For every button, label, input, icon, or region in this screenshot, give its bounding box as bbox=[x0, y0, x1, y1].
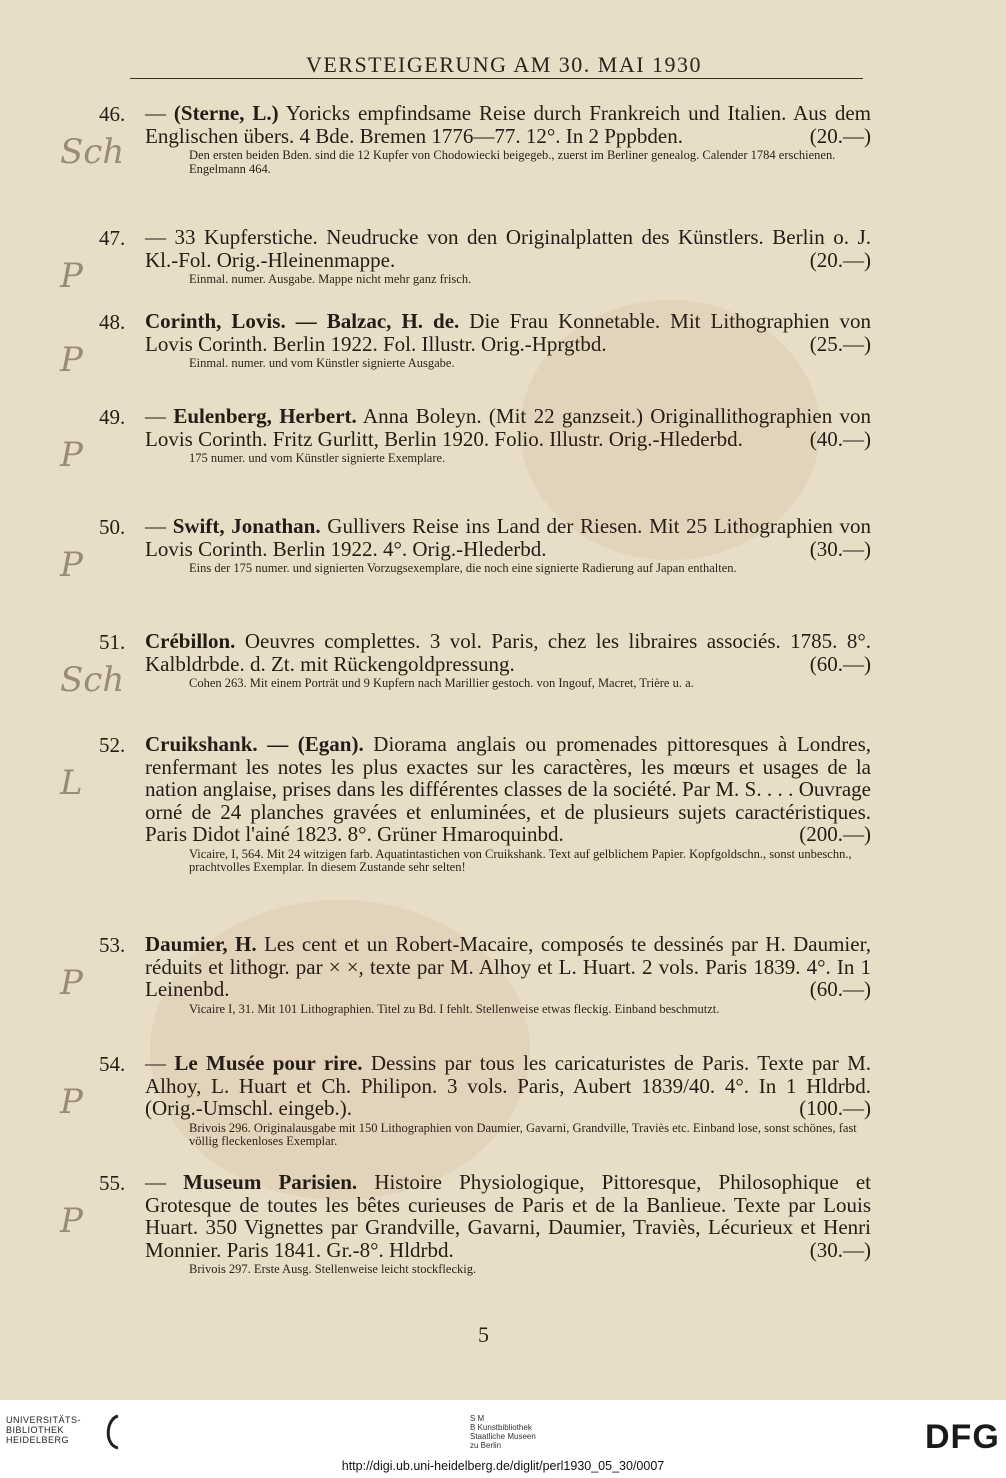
entry-number: 52. bbox=[99, 733, 126, 757]
entry-price: (60.—) bbox=[809, 977, 871, 1002]
entry-description bbox=[145, 405, 871, 450]
handwritten-mark: P bbox=[60, 340, 83, 380]
entry-number: 55. bbox=[99, 1171, 126, 1195]
entry-number: 46. bbox=[99, 102, 126, 126]
entry-title: Dessins par tous les caricaturistes de Paris. Texte par M. Alhoy, L. Huart et Ch. Philipon. 3 vols. Paris, Aubert 1839/40. 4°. In 1 Hldrbd. (Orig.-Umschl. eingeb.). bbox=[145, 1051, 872, 1121]
entry-note: Vicaire I, 31. Mit 101 Lithographien. Titel zu Bd. I fehlt. Stellenweise etwas fleckig. Einband beschmutzt. bbox=[189, 1001, 720, 1016]
entry-title: — 33 Kupferstiche. Neudrucke von den Originalplatten des Künstlers. Berlin o. J. Kl.-Fol. Orig.-Hleinenmappe. bbox=[145, 225, 871, 272]
entry-author: Cruikshank. — (Egan). bbox=[145, 732, 364, 756]
entry-note: Eins der 175 numer. und signierten Vorzugsexemplare, die noch eine signierte Radierung auf Japan enthalten. bbox=[189, 561, 737, 576]
entry-description bbox=[145, 226, 871, 271]
entry-note: Einmal. numer. und vom Künstler signierte Ausgabe. bbox=[189, 356, 455, 371]
entry-number: 50. bbox=[99, 515, 126, 539]
entry-note: 175 numer. und vom Künstler signierte Exemplare. bbox=[189, 451, 446, 466]
entry-note: Den ersten beiden Bden. sind die 12 Kupfer von Chodowiecki beigegeb., zuerst im Berliner genealog. Calender 1784 erschienen. Engelmann 464. bbox=[189, 148, 836, 176]
entry-number: 48. bbox=[99, 310, 126, 334]
entry-author: Le Musée pour rire. bbox=[174, 1051, 363, 1075]
entry-lead: — bbox=[145, 1170, 184, 1194]
entry-author: Corinth, Lovis. — Balzac, H. de. bbox=[145, 309, 460, 333]
entry-description bbox=[145, 630, 871, 675]
catalog-entry bbox=[99, 309, 871, 371]
entry-author: Eulenberg, Herbert. bbox=[173, 404, 357, 428]
catalog-entry bbox=[99, 225, 871, 287]
entry-lead: — bbox=[145, 101, 174, 125]
handwritten-mark: Sch bbox=[60, 132, 125, 172]
running-header: VERSTEIGERUNG AM 30. MAI 1930 bbox=[305, 52, 703, 77]
catalog-entry bbox=[99, 1170, 872, 1277]
entry-title: Yoricks empfindsame Reise durch Frankreich und Italien. Aus dem Englischen übers. 4 Bde. Bremen 1776—77. 12°. In 2 Pppbden. bbox=[145, 101, 871, 148]
catalog-entry bbox=[99, 404, 872, 466]
entry-title: Die Frau Konnetable. Mit Lithographien von Lovis Corinth. Berlin 1922. Fol. Illustr. Orig.-Hprgtbd. bbox=[145, 309, 871, 356]
entry-price: (30.—) bbox=[809, 1237, 871, 1262]
entry-price: (60.—) bbox=[809, 651, 871, 676]
entry-price: (100.—) bbox=[799, 1096, 871, 1121]
entry-description bbox=[145, 102, 871, 147]
entry-note: Einmal. numer. Ausgabe. Mappe nicht mehr ganz frisch. bbox=[189, 272, 472, 287]
catalog-entry bbox=[99, 732, 871, 875]
handwritten-mark: P bbox=[60, 435, 83, 475]
catalog-entry bbox=[99, 932, 871, 1016]
handwritten-mark: P bbox=[60, 963, 83, 1003]
entry-description bbox=[145, 933, 871, 1001]
entry-note: Vicaire, I, 564. Mit 24 witzigen farb. Aquatintastichen von Cruikshank. Text auf gelblichem Papier. Kopfgoldschn., sonst unbeschn., prachtvolles Exemplar. In diesem Zustande sehr selten! bbox=[189, 846, 852, 875]
source-url[interactable]: http://digi.ub.uni-heidelberg.de/diglit/perl1930_05_30/0007 bbox=[341, 1459, 665, 1473]
entry-lead: — bbox=[145, 1051, 175, 1075]
entry-number: 47. bbox=[99, 226, 126, 250]
entry-description bbox=[145, 1052, 871, 1120]
library-name: UNIVERSITÄTS- BIBLIOTHEK HEIDELBERG bbox=[6, 1415, 82, 1445]
handwritten-mark: P bbox=[60, 1082, 83, 1122]
catalog-entry bbox=[99, 101, 871, 176]
handwritten-mark: P bbox=[60, 1201, 83, 1241]
entry-note: Brivois 297. Erste Ausg. Stellenweise leicht stockfleckig. bbox=[189, 1262, 477, 1277]
catalog-entry bbox=[99, 514, 871, 576]
entry-description bbox=[145, 733, 871, 846]
entry-author: Daumier, H. bbox=[145, 932, 257, 956]
entry-title: Les cent et un Robert-Macaire, composés te dessinés par H. Daumier, réduits et lithogr. par × ×, texte par M. Alhoy et L. Huart. 2 vols. Paris 1839. 4°. In 1 Leinenbd. bbox=[145, 932, 871, 1002]
entry-description bbox=[145, 515, 871, 560]
entry-number: 53. bbox=[99, 933, 126, 957]
entry-price: (30.—) bbox=[809, 536, 871, 561]
header-rule bbox=[130, 78, 863, 79]
catalog-entry bbox=[99, 629, 871, 691]
entry-number: 51. bbox=[99, 630, 126, 654]
entry-title: Gullivers Reise ins Land der Riesen. Mit 25 Lithographien von Lovis Corinth. Berlin 1922. 4°. Orig.-Hlederbd. bbox=[145, 514, 871, 561]
entry-price: (20.—) bbox=[809, 123, 871, 148]
catalog-entry bbox=[99, 1051, 872, 1149]
entry-author: (Sterne, L.) bbox=[173, 101, 279, 125]
entry-number: 49. bbox=[99, 405, 126, 429]
entry-price: (200.—) bbox=[799, 822, 871, 847]
dfg-logo: DFG bbox=[925, 1418, 1000, 1456]
entry-note: Brivois 296. Originalausgabe mit 150 Lithographien von Daumier, Gavarni, Grandville, Traviès etc. Einband lose, sonst schönes, fast völlig fleckenloses Exemplar. bbox=[189, 1120, 857, 1149]
entry-title: Anna Boleyn. (Mit 22 ganzseit.) Originallithographien von Lovis Corinth. Fritz Gurlitt, Berlin 1920. Folio. Illustr. Orig.-Hlederbd. bbox=[145, 404, 872, 451]
entry-number: 54. bbox=[99, 1052, 126, 1076]
university-logo-icon bbox=[100, 1413, 122, 1451]
handwritten-mark: Sch bbox=[60, 660, 125, 700]
entry-title: Diorama anglais ou promenades pittoresques à Londres, renfermant les notes les plus exactes sur les caractères, les mœurs et usages de la nation anglaise, prises dans les différentes classes de la société. Par M. S. . . . Ouvrage orné de 24 planches gravées et enluminées, et de plusieurs sujets caractéristiques. Paris Didot l'ainé 1823. 8°. Grüner Hmaroquinbd. bbox=[145, 732, 871, 847]
entry-lead: — bbox=[145, 404, 174, 428]
handwritten-mark: P bbox=[60, 545, 83, 585]
entry-price: (25.—) bbox=[809, 331, 871, 356]
provenance-stamp: S M B Kunstbibliothek Staatliche Museen zu Berlin bbox=[470, 1414, 536, 1450]
entry-author: Swift, Jonathan. bbox=[172, 514, 321, 538]
entry-author: Crébillon. bbox=[145, 629, 236, 653]
entry-price: (40.—) bbox=[809, 426, 871, 451]
entry-author: Museum Parisien. bbox=[183, 1170, 358, 1194]
entry-price: (20.—) bbox=[809, 247, 871, 272]
entry-description bbox=[145, 310, 871, 355]
page-number: 5 bbox=[478, 1322, 489, 1347]
handwritten-mark: P bbox=[60, 256, 83, 296]
entry-description bbox=[145, 1171, 871, 1261]
entry-note: Cohen 263. Mit einem Porträt und 9 Kupfern nach Marillier gestoch. von Ingouf, Macret, Trière u. a. bbox=[189, 676, 694, 691]
entry-lead: — bbox=[145, 514, 173, 538]
handwritten-mark: L bbox=[60, 763, 83, 803]
entry-title: Histoire Physiologique, Pittoresque, Philosophique et Grotesque de toutes les bêtes curieuses de Paris et de la Banlieue. Texte par Louis Huart. 350 Vignettes par Grandville, Gavarni, Daumier, Traviès, Lécurieux et Henri Monnier. Paris 1841. Gr.-8°. Hldrbd. bbox=[145, 1170, 872, 1262]
entry-title: Oeuvres complettes. 3 vol. Paris, chez les libraires associés. 1785. 8°. Kalbldrbde. d. Zt. mit Rückengoldpressung. bbox=[145, 629, 871, 676]
